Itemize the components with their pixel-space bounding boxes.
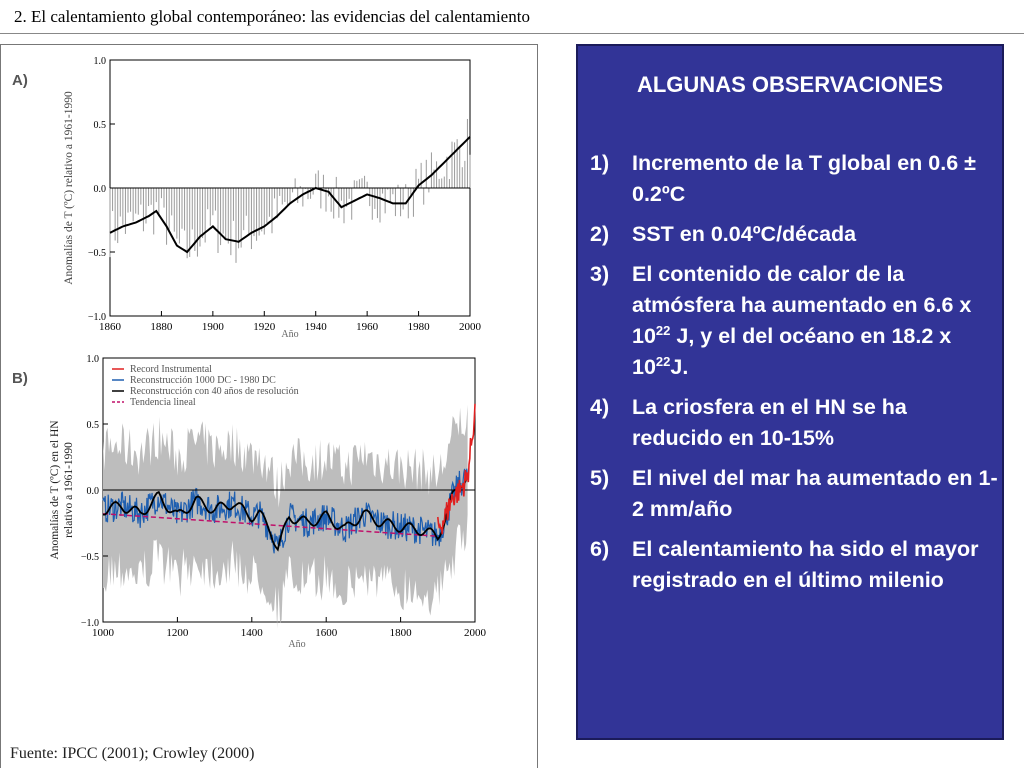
x-tick-label: 1920: [253, 321, 276, 333]
observation-number: 5): [590, 466, 610, 490]
x-tick-label: 1880: [150, 321, 173, 333]
observation-item: [586, 392, 998, 454]
observation-text: La criosfera en el HN se ha reducido en 10-15%: [632, 395, 907, 450]
observations-box: [576, 44, 1004, 740]
x-tick-label: 1980: [407, 321, 430, 333]
observation-exponent: 22: [655, 353, 671, 369]
observation-item: [586, 463, 998, 525]
chart-a-x-axis-label: Año: [281, 329, 299, 340]
y-tick-label: −1.0: [87, 312, 106, 323]
observation-text: El contenido de calor de la atmósfera ha aumentado en 6.6 x 10: [632, 262, 972, 348]
x-tick-label: 1900: [201, 321, 224, 333]
observations-title: ALGUNAS OBSERVACIONES: [636, 72, 943, 97]
legend-label: Reconstrucción con 40 años de resolución: [130, 386, 299, 397]
x-tick-label: 1960: [356, 321, 379, 333]
observation-text: Incremento de la T global en 0.6 ± 0.2ºC: [632, 151, 976, 206]
page-header: 2. El calentamiento global contemporáneo: las evidencias del calentamiento: [14, 7, 530, 26]
chart-a: [58, 50, 498, 342]
observation-item: [586, 219, 998, 250]
observation-text: El calentamiento ha sido el mayor registrado en el último milenio: [632, 537, 979, 592]
y-tick-label: −0.5: [87, 248, 106, 259]
x-tick-label: 1000: [92, 627, 114, 639]
x-tick-label: 1800: [389, 627, 412, 639]
chart-b-y-axis-label-2: relativo a 1961-1990: [63, 442, 75, 538]
x-tick-label: 1940: [304, 321, 327, 333]
observation-text: El nivel del mar ha aumentado en 1-2 mm/año: [632, 466, 998, 521]
observation-number: 2): [590, 222, 610, 246]
y-tick-label: 0.0: [93, 184, 106, 195]
observations-list: [586, 148, 998, 605]
chart-b-x-axis-label: Año: [288, 639, 306, 650]
y-tick-label: 0.5: [86, 420, 99, 431]
observation-number: 4): [590, 395, 610, 419]
x-tick-label: 1200: [166, 627, 189, 639]
x-tick-label: 1860: [99, 321, 121, 333]
y-tick-label: 0.0: [86, 486, 99, 497]
y-tick-label: 1.0: [93, 56, 106, 67]
observation-text: J, y el del océano en 18.2 x 10: [632, 324, 952, 379]
x-tick-label: 2000: [464, 627, 486, 639]
observation-item: [586, 534, 998, 596]
panel-b-label: B): [12, 370, 28, 387]
x-tick-label: 1600: [315, 627, 338, 639]
observation-number: 6): [590, 537, 610, 561]
observation-number: 3): [590, 262, 610, 286]
chart-b-y-axis-label-1: Anomalías de T (ºC) en el HN: [49, 420, 61, 560]
observation-text: J.: [670, 355, 689, 379]
observation-number: 1): [590, 151, 610, 175]
observation-text: SST en 0.04ºC/década: [632, 222, 857, 246]
source-citation: Fuente: IPCC (2001); Crowley (2000): [10, 745, 255, 762]
x-tick-label: 2000: [459, 321, 481, 333]
x-tick-label: 1400: [240, 627, 263, 639]
legend-label: Reconstrucción 1000 DC - 1980 DC: [130, 375, 276, 386]
y-tick-label: −0.5: [80, 552, 99, 563]
panel-a-label: A): [12, 72, 28, 89]
observation-item: [586, 148, 998, 210]
y-tick-label: 0.5: [93, 120, 106, 131]
header-divider: [0, 33, 1024, 34]
observation-item: [586, 259, 998, 383]
y-tick-label: 1.0: [86, 354, 99, 365]
observation-exponent: 22: [655, 322, 671, 338]
chart-b: [40, 350, 510, 660]
y-tick-label: −1.0: [80, 618, 99, 629]
legend-label: Record Instrumental: [130, 364, 212, 375]
chart-a-y-axis-label: Anomalías de T (ºC) relativo a 1961-1990: [63, 91, 75, 285]
legend-label: Tendencia lineal: [130, 397, 196, 408]
